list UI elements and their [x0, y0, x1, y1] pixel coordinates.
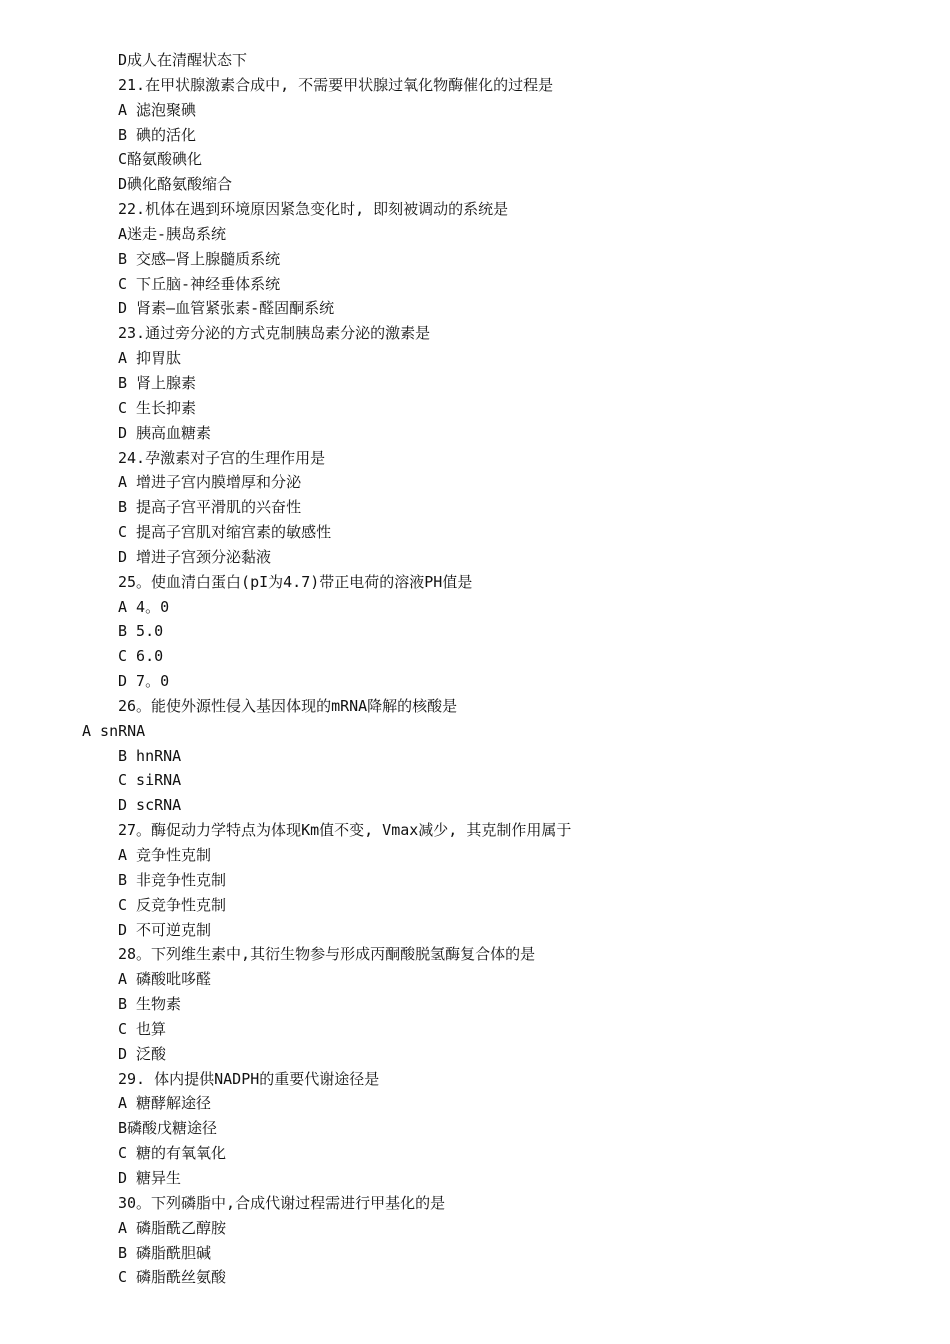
text-line: D 增进子宫颈分泌黏液	[118, 547, 272, 566]
text-line: 22.机体在遇到环境原因紧急变化时, 即刻被调动的系统是	[118, 200, 509, 219]
text-line: D碘化酪氨酸缩合	[118, 175, 233, 194]
text-line: A 竞争性克制	[118, 846, 212, 864]
text-line: D成人在清醒状态下	[118, 51, 248, 69]
text-line: B 交感—肾上腺髓质系统	[118, 249, 281, 268]
text-line: 23.通过旁分泌的方式克制胰岛素分泌的激素是	[118, 324, 431, 343]
text-line: A 抑胃肽	[118, 349, 182, 368]
text-line: C 糖的有氧氧化	[118, 1144, 227, 1163]
text-line: D 泛酸	[118, 1044, 167, 1063]
text-line: 27。酶促动力学特点为体现Km值不变, Vmax减少, 其克制作用属于	[118, 821, 572, 840]
text-line: B 碘的活化	[118, 125, 197, 144]
text-line: B 非竞争性克制	[118, 870, 227, 889]
text-line: C 生长抑素	[118, 398, 197, 417]
text-line: C 磷脂酰丝氨酸	[118, 1268, 227, 1287]
text-line: B 提高子宫平滑肌的兴奋性	[118, 498, 302, 517]
text-line: B 5.0	[118, 622, 164, 641]
text-line: B 磷脂酰胆碱	[118, 1243, 212, 1262]
text-line: B 生物素	[118, 995, 182, 1014]
text-line: 29. 体内提供NADPH的重要代谢途径是	[118, 1069, 380, 1088]
text-line: A snRNA	[82, 721, 146, 740]
text-line: B hnRNA	[118, 746, 182, 765]
text-line: C 下丘脑-神经垂体系统	[118, 274, 281, 293]
text-line: D 肾素—血管紧张素-醛固酮系统	[118, 299, 335, 318]
text-line: A迷走-胰岛系统	[118, 224, 227, 243]
text-line: C 6.0	[118, 647, 164, 666]
text-line: D 糖异生	[118, 1168, 182, 1187]
text-line: C siRNA	[118, 771, 182, 790]
text-line: D 胰高血糖素	[118, 423, 212, 442]
text-line: A 磷脂酰乙醇胺	[118, 1218, 227, 1237]
text-line: B 肾上腺素	[118, 373, 197, 392]
text-line: B磷酸戊糖途径	[118, 1119, 218, 1138]
text-line: D scRNA	[118, 796, 182, 815]
text-line: C 反竞争性克制	[118, 895, 227, 914]
document-page	[0, 48, 950, 1290]
text-line: C 也算	[118, 1019, 167, 1038]
text-line: A 滤泡聚碘	[118, 100, 197, 119]
text-line: C酪氨酸碘化	[118, 150, 203, 169]
text-line: D 不可逆克制	[118, 920, 212, 939]
text-line: 24.孕激素对子宫的生理作用是	[118, 448, 326, 467]
text-line: A 4。0	[118, 597, 170, 616]
text-line: 26。能使外源性侵入基因体现的mRNA降解的核酸是	[118, 696, 458, 715]
text-line: A 增进子宫内膜增厚和分泌	[118, 473, 302, 492]
text-line: 28。下列维生素中,其衍生物参与形成丙酮酸脱氢酶复合体的是	[118, 945, 536, 964]
text-line: 25。使血清白蛋白(pI为4.7)带正电荷的溶液PH值是	[118, 572, 473, 591]
text-line: D 7。0	[118, 672, 170, 691]
text-line: 30。下列磷脂中,合成代谢过程需进行甲基化的是	[118, 1193, 446, 1212]
text-line: A 磷酸吡哆醛	[118, 970, 212, 989]
text-line: A 糖酵解途径	[118, 1094, 212, 1113]
text-line: 21.在甲状腺激素合成中, 不需要甲状腺过氧化物酶催化的过程是	[118, 75, 554, 94]
text-line: C 提高子宫肌对缩宫素的敏感性	[118, 523, 332, 542]
